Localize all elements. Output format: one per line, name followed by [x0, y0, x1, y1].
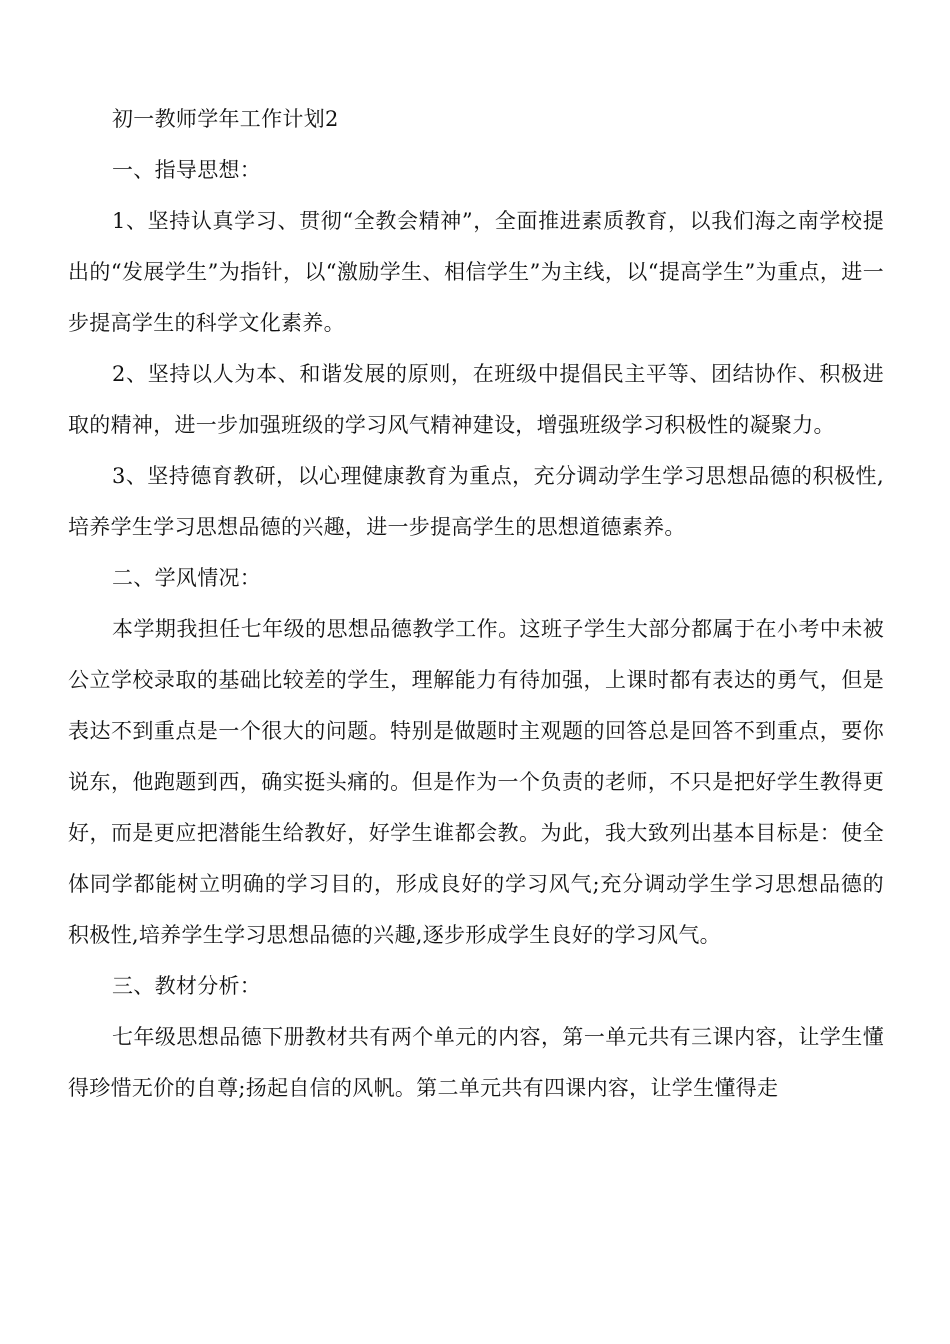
paragraph-1: 1、坚持认真学习、贯彻“全教会精神”，全面推进素质教育，以我们海之南学校提出的“发展学生”为指针，以“激励学生、相信学生”为主线，以“提高学生”为重点，进一步提高学生的科学文化素养。: [68, 209, 884, 335]
paragraph-2: 2、坚持以人为本、和谐发展的原则，在班级中提倡民主平等、团结协作、积极进取的精神，进一步加强班级的学习风气精神建设，增强班级学习积极性的凝聚力。: [68, 362, 884, 437]
section-heading-textbook-analysis: 三、教材分析：: [112, 974, 262, 998]
document-body: [68, 94, 884, 1114]
section-heading-study-atmosphere: 二、学风情况：: [112, 566, 262, 590]
paragraph-3: 3、坚持德育教研，以心理健康教育为重点，充分调动学生学习思想品德的积极性,培养学生学习思想品德的兴趣，进一步提高学生的思想道德素养。: [68, 464, 884, 539]
section-heading-guiding-ideology: 一、指导思想：: [112, 158, 262, 182]
document-title: 初一教师学年工作计划2: [112, 107, 339, 131]
paragraph-study-atmosphere: 本学期我担任七年级的思想品德教学工作。这班子学生大部分都属于在小考中未被公立学校录取的基础比较差的学生，理解能力有待加强，上课时都有表达的勇气，但是表达不到重点是一个很大的问题。特别是做题时主观题的回答总是回答不到重点，要你说东，他跑题到西，确实挺头痛的。但是作为一个负责的老师，不只是把好学生教得更好，而是更应把潜能生给教好，好学生谁都会教。为此，我大致列出基本目标是：使全体同学都能树立明确的学习目的，形成良好的学习风气;充分调动学生学习思想品德的积极性,培养学生学习思想品德的兴趣,逐步形成学生良好的学习风气。: [68, 617, 884, 947]
paragraph-textbook-analysis: 七年级思想品德下册教材共有两个单元的内容，第一单元共有三课内容，让学生懂得珍惜无价的自尊;扬起自信的风帆。第二单元共有四课内容，让学生懂得走: [68, 1025, 884, 1100]
